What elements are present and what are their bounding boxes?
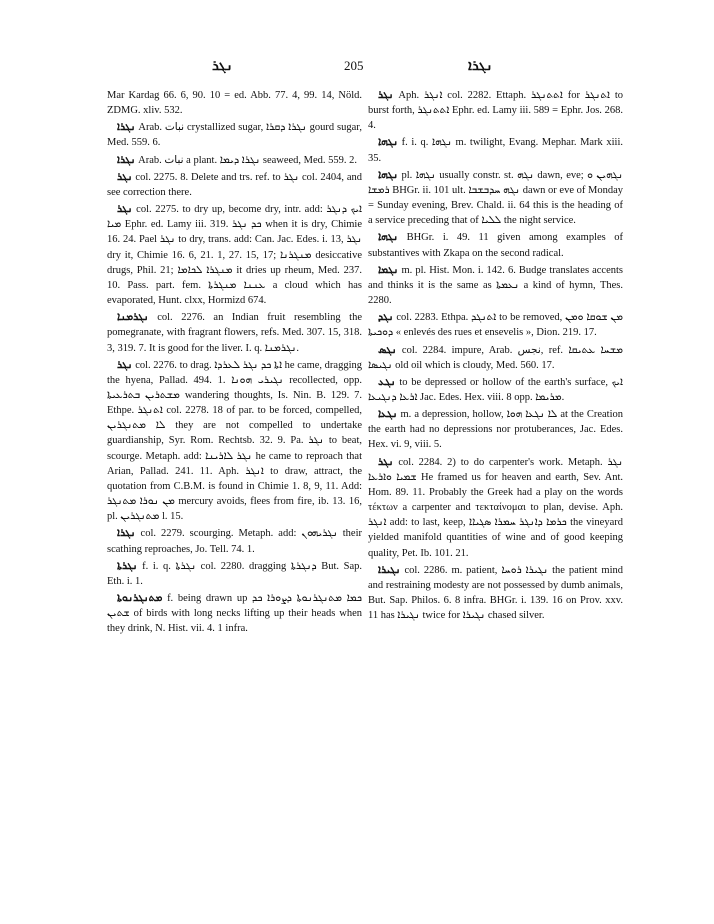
entry-text: Arab. نبات crystallized sugar, ܢܓܪܐ ܕܩܪܐ gourd sugar, Med. 559. 6. xyxy=(107,122,363,149)
entry-text: to be depressed or hollow of the earth's surface, ܐܝܟ ܐܪܥܐ ܕܢܓܝܥܐ Jac. Edes. Hex. viii. 8 opp. ܡܪܝܡܐ. xyxy=(368,376,623,403)
entry-text: col. 2275. 8. Delete and trs. ref. to ܢܓܪ col. 2404, and see correction there. xyxy=(107,171,362,198)
dictionary-entry xyxy=(368,563,623,624)
right-column xyxy=(368,88,623,625)
headword: ܢܓܪ xyxy=(378,455,394,468)
entry-text: Aph. ܐܢܓܪ col. 2282. Ettaph. ܐܬܬܢܓܪ for ܐܬܢܓܪ to burst forth, ܐܬܬܢܓܪ Ephr. ed. Lamy iii. 589 = Ephr. Jos. 268. 4. xyxy=(368,90,624,132)
headword: ܢܓܪܐ xyxy=(117,121,136,134)
dictionary-entry xyxy=(107,526,362,556)
dictionary-entry xyxy=(107,310,362,355)
headword: ܢܓܪܐ xyxy=(117,527,136,540)
entry-text: f. i. q. ܢܓܗܐ m. twilight, Evang. Mephar. Mark xiii. 35. xyxy=(368,137,624,164)
dictionary-entry xyxy=(368,455,623,561)
dictionary-entry xyxy=(368,343,623,373)
entry-text: m. a depression, hollow, ܠܐ ܢܓܥܐ ܗܘܐ at the Creation the earth had no depressions nor protuberances, Jac. Edes. Hex. vi. 9, viii. 5. xyxy=(368,409,623,451)
entry-text: Arab. نبات a plant. ܢܓܪܐ ܕܝܡܐ seaweed, Med. 559. 2. xyxy=(138,154,358,166)
running-head-right: ܢܓܪܐ xyxy=(468,58,493,74)
dictionary-entry xyxy=(368,168,623,229)
entry-text: col. 2284. impure, Arab. نجس, ref. ܡܫܚܐ ܥܬܝܩܐ ܢܓܝܣܐ old oil which is cloudy, Med. 560. 17. xyxy=(368,344,624,371)
headword: ܢܓܥ xyxy=(378,375,396,388)
entry-text: m. pl. Hist. Mon. i. 142. 6. Budge translates accents and thinks it is the same as ܢܥܡܬܐ a kind of hymn, Thes. 2280. xyxy=(368,264,624,307)
headword: ܢܓܗܐ xyxy=(378,136,399,149)
entry-text: f. being drawn up ܟܡܐ ܡܬܢܓܪܢܘܬܐ ܕܨܘܪܐ ܟܕ ܫܬܝܢ of birds with long necks lifting up their heads when they drink, N. Hist. vii. 4. 1 infra. xyxy=(107,593,362,635)
dictionary-entry xyxy=(107,88,362,118)
left-column xyxy=(107,88,362,638)
entry-text: Mar Kardag 66. 6, 90. 10 = ed. Abb. 77. 4, 99. 14, Nöld. ZDMG. xliv. 532. xyxy=(107,90,362,117)
dictionary-entry xyxy=(107,153,362,168)
entry-text: pl. ܢܓܗܐ usually constr. st. ܢܓܗ dawn, eve; ܢܓܗܝܢ ܘ ܪܡܫܐ BHGr. ii. 101 ult. ܢܓܗ ܚܕܒܫܒܐ dawn or eve of Monday = Sunday evening, Brev. Chald. ii. 64 this is the heading of a service preceding that of ܠܠܝܐ the night service. xyxy=(368,169,624,227)
headword: ܢܓܪܐ xyxy=(117,153,136,166)
headword: ܢܓܪ xyxy=(117,203,133,216)
page-number: 205 xyxy=(344,58,364,73)
headword: ܢܓܪ xyxy=(117,358,133,371)
dictionary-entry xyxy=(107,591,362,636)
headword: ܢܓܣ xyxy=(378,343,397,356)
headword: ܢܓܪ xyxy=(117,170,133,183)
dictionary-entry xyxy=(368,407,623,452)
entry-text: col. 2283. Ethpa. ܐܬܢܓܕ to be removed, ܡܢ ܫܘܩܐ ܘܡܢ ܕܘܟܝܬܐ « enlevés des rues et ensevelis », Dion. 219. 17. xyxy=(368,312,624,339)
dictionary-entry xyxy=(107,559,362,589)
dictionary-entry xyxy=(107,202,362,308)
dictionary-entry xyxy=(107,120,362,150)
headword: ܢܓܗܐ xyxy=(378,168,399,181)
dictionary-entry xyxy=(368,230,623,260)
headword: ܢܓܗܐ xyxy=(378,231,399,244)
dictionary-entry xyxy=(368,263,623,308)
entry-text: BHGr. i. 49. 11 given among examples of substantives with Zkapa on the second radical. xyxy=(368,232,623,259)
entry-text: col. 2284. 2) to do carpenter's work. Metaph. ܢܓܪ ܫܡܝܐ ܘܐܪܥܐ He framed us for heaven and earth, Sev. Ant. Hom. 89. 11. Probably the Greek had a play on the words τέκτων a carpenter and τεκταίνομαι to plan, devise. Aph. ܐܢܓܪ add: to last, keep, ܟܪܡܐ ܕܐܢܓܪ ܚܡܪܐ ܣܓܝܐܐ the vineyard yielded manifold quantities of wine and of good keeping quality, Pet. Ib. 101. 21. xyxy=(368,456,623,559)
entry-text: col. 2279. scourging. Metaph. add: ܢܓܪܝܗܘܢ their scathing reproaches, Jo. Tell. 74. 1. xyxy=(107,528,363,555)
running-head-left: ܢܓܪ xyxy=(212,58,233,74)
dictionary-entry xyxy=(368,135,623,165)
dictionary-entry xyxy=(107,358,362,525)
dictionary-entry xyxy=(368,310,623,340)
headword: ܢܓܪܬܐ xyxy=(117,559,138,572)
headword: ܢܓܡܐ xyxy=(378,263,399,276)
entry-text: col. 2286. m. patient, ܢܓܝܪܐ ܪܘܚܐ the patient mind and restraining modesty are not possessed by dumb animals, But. Sap. Philos. 6. 8 infra. BHGr. i. 139. 16 on Prov. xxv. 11 has ܢܓܝܪܐ twice for ܢܓܝܪܐ chased silver. xyxy=(368,564,623,622)
headword: ܢܓܝܪܐ xyxy=(378,563,401,576)
headword: ܢܓܕ xyxy=(378,311,394,324)
entry-text: col. 2275. to dry up, become dry, intr. add: ܐܝܟ ܕܢܓܪ ܡܝܐ Ephr. ed. Lamy iii. 319. ܟܕ ܢܓܪ when it is dry, Chimie 16. 24. Pael ܢܓܪ to dry, trans. add: Can. Jac. Edes. i. 13, ܢܓܪ dry it, Chimie 16. 6, 21. 1, 27. 15, 17; ܡܢܓܪܢܐ desiccative drugs, Phil. 21; ܡܢܓܪܐ ܠܟܐܡܐ it dries up rheum, Med. 237. 10. Pass. part. fem. ܥܢܢܐ ܡܢܓܪܬܐ a cloud which has evaporated, Hunt. clxx, Hormizd 674. xyxy=(107,204,363,307)
headword: ܢܓܪܡܢܐ xyxy=(117,311,149,324)
dictionary-entry xyxy=(368,375,623,405)
headword: ܢܓܪ xyxy=(378,89,394,101)
entry-text: col. 2276. to drag. ܐܬܐ ܟܕ ܢܓܪ ܠܥܪܕܐ he came, dragging the hyena, Pallad. 494. 1. ܢܓܝܪܝ ܗܘܢܐ recollected, opp. ܡܫܬܪܝܢ ܒܬܪܥܝܬܐ wandering thoughts, Is. Nin. B. 129. 7. Ethpe. ܐܬܢܓܪ col. 2278. 18 of par. to be forced, compelled, ܠܐ ܡܬܢܓܪܝܢ they are not compelled to undertake guardianship, Syr. Rom. Rechtsb. 32. 9. Pa. ܢܓܪ to beat, scourge. Metaph. add: ܢܓܪ ܠܐܪܝܢܐ he came to reproach that Arian, Pallad. 241. 11. Aph. ܐܢܓܪ to draw, attract, the quotation from C.B.M. is found in Chimie 1. 8, 9, 11. Add: ܡܢ ܢܘܪܐ ܡܬܢܓܪ mercury avoids, flees from fire, ib. 13. 16, pl. ܡܬܢܓܪܝܢ l. 15. xyxy=(107,359,363,523)
headword: ܡܬܢܓܪܢܘܬܐ xyxy=(117,592,163,604)
dictionary-entry xyxy=(107,170,362,200)
headword: ܢܓܥܐ xyxy=(378,408,398,421)
entry-text: f. i. q. ܢܓܪܬܐ col. 2280. dragging ܕܢܓܪܬܐ But. Sap. Eth. i. 1. xyxy=(107,560,363,587)
entry-text: col. 2276. an Indian fruit resembling the pomegranate, with fragrant flowers, refs. Med. 307. 15, 318. 3, 319. 7. It is good for the liver. I. q. ܢܓܪܡܢܐ. xyxy=(107,312,363,354)
dictionary-entry xyxy=(368,88,623,133)
